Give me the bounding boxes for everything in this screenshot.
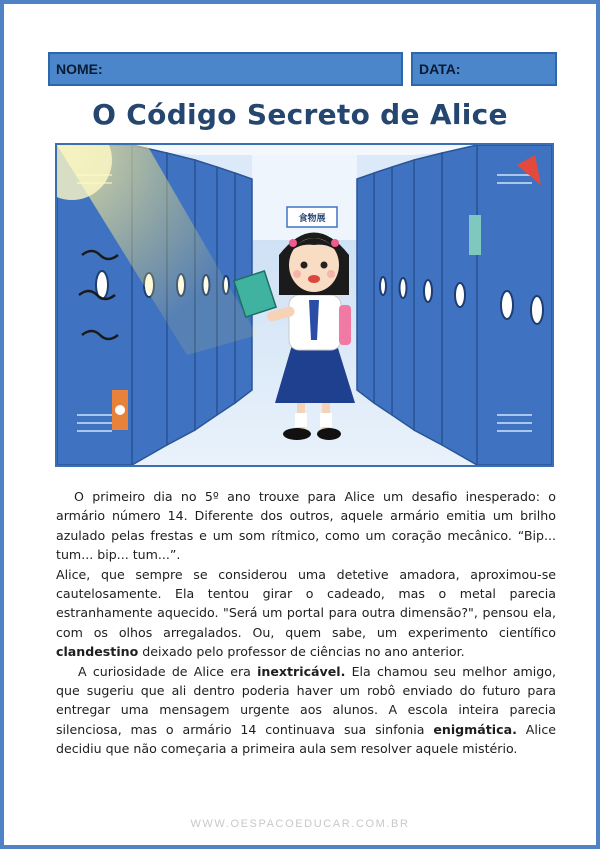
- story-paragraph-2: Alice, que sempre se considerou uma detetive amadora, aproximou-se cautelosamente. Ela tentou girar o cadeado, mas o metal parecia estranhamente aquecido. "Será um portal para outra dimensão?", pensou ela, com os olhos arregalados. Ou, quem sabe, um experimento científico clandestino deixado pelo professor de ciências no ano anterior.: [56, 566, 556, 660]
- name-label: NOME:: [56, 61, 103, 77]
- hallway-sign: 食物展: [298, 214, 326, 224]
- story-paragraph-3: A curiosidade de Alice era inextricável. Ela chamou seu melhor amigo, que sugeriu que ali dentro poderia haver um robô enviado do futuro para entregar uma mensagem urgente aos alunos. A escola inteira parecia silenciosa, mas o armário 14 continuava sua sinfonia enigmática. Alice decidiu que não começaria a primeira aula sem resolver aquele mistério.: [56, 663, 557, 757]
- name-field[interactable]: [48, 52, 403, 86]
- vocab-enigmatica: enigmática.: [433, 721, 517, 737]
- story-illustration: [55, 143, 554, 467]
- vocab-clandestino: clandestino: [56, 644, 139, 660]
- date-field[interactable]: [411, 52, 557, 86]
- vocab-inextricavel: inextricável.: [257, 663, 346, 679]
- story-text: [56, 487, 556, 759]
- page-title: O Código Secreto de Alice: [92, 98, 508, 131]
- story-paragraph-1: O primeiro dia no 5º ano trouxe para Alice um desafio inesperado: o armário número 14. Diferente dos outros, aquele armário emitia um brilho azulado pelas frestas e um som rítmico, como um coração mecânico. “Bip... tum... bip... tum...”.: [56, 489, 556, 563]
- date-label: DATA:: [419, 61, 461, 77]
- footer-url: WWW.OESPACOEDUCAR.COM.BR: [190, 818, 410, 830]
